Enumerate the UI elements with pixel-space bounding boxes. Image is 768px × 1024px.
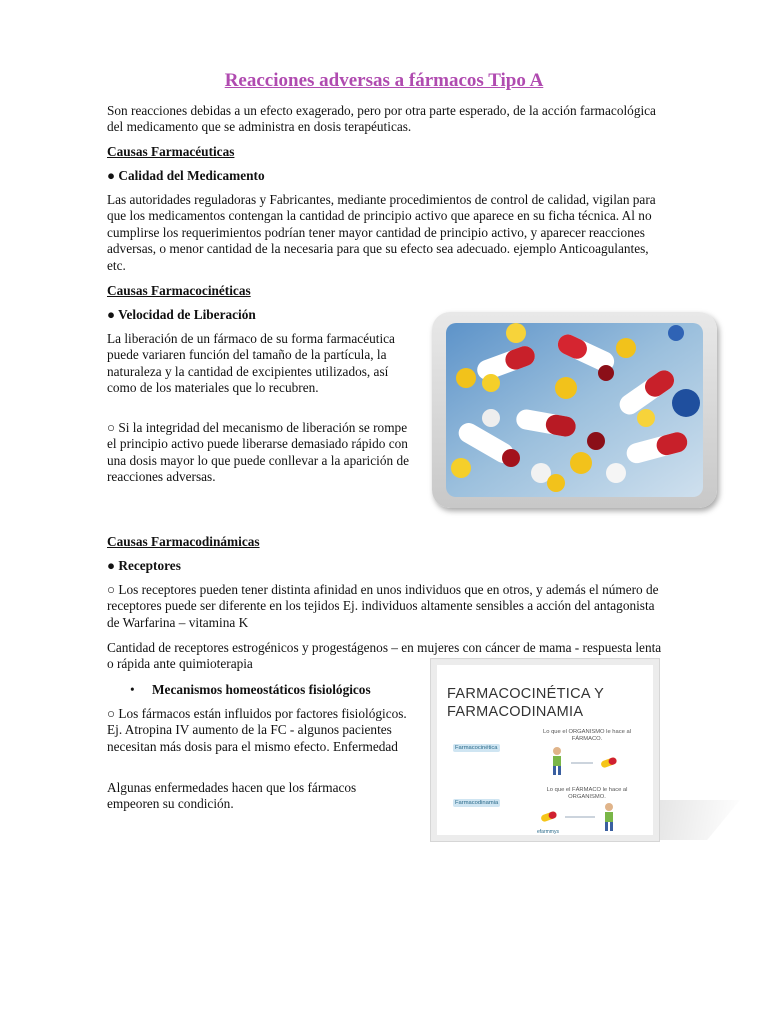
infographic-title xyxy=(447,685,647,721)
paragraph-estrogenicos: Cantidad de receptores estrogénicos y progestágenos – en mujeres con cáncer de mama - respuesta lenta o rápida ante quimioterapia xyxy=(107,640,662,672)
infographic-note-1 xyxy=(527,729,647,743)
infographic-shadow xyxy=(658,800,740,840)
infographic-title-line1: FARMACOCINÉTICA Y xyxy=(447,686,605,702)
bullet-dot: • xyxy=(130,682,135,697)
infographic-note2-line1: Lo que el FÁRMACO le hace al xyxy=(546,787,628,793)
heading-farmacodinamicas: Causas Farmacodinámicas xyxy=(107,534,260,549)
paragraph-receptores: ○ Los receptores pueden tener distinta afinidad en unos individuos que en otros, y además el número de receptores puede ser diferente en los tejidos Ej. individuos altamente sensibles a acción del antagonista de Warfarina – vitamina K xyxy=(107,582,659,630)
bullet-velocidad: ● Velocidad de Liberación xyxy=(107,307,256,322)
bullet-receptores: ● Receptores xyxy=(107,558,181,573)
intro-paragraph: Son reacciones debidas a un efecto exagerado, pero por otra parte esperado, de la acción farmacológica del medicamento que se administra en dosis terapéuticas. xyxy=(107,103,656,135)
infographic-note1-line1: Lo que el ORGANISMO le hace al xyxy=(543,729,631,735)
person-to-pill-icon xyxy=(549,745,629,779)
paragraph-calidad: Las autoridades reguladoras y Fabricantes, mediante procedimientos de control de calidad, vigilan para que los medicamentos contengan la cantidad de principio activo que aparece en su ficha técnica. Al no cumplirse los requerimientos podrían tener mayor cantidad de principio activo, y aparecer reacciones adversas, o menor cantidad de la necesaria para que su efecto sea adecuado. ejemplo Anticoagulantes, etc. xyxy=(107,192,656,273)
infographic-title-line2: FARMACODINAMIA xyxy=(447,704,584,720)
heading-farmacocineticas: Causas Farmacocinéticas xyxy=(107,283,251,298)
infographic-panel xyxy=(437,665,653,835)
infographic-note1-line2: FÁRMACO. xyxy=(571,736,603,742)
infographic-note-2 xyxy=(527,787,647,801)
pills-photo-frame xyxy=(432,312,717,508)
tag-farmacocinetica: Farmacocinética xyxy=(455,745,498,751)
infographic-footer: efarmmys xyxy=(537,829,559,835)
paragraph-enfermedades: Algunas enfermedades hacen que los fármacos empeoren su condición. xyxy=(107,780,357,812)
tag-farmacodinamia: Farmacodinamia xyxy=(455,800,499,806)
pills-photo xyxy=(446,323,703,497)
heading-farmaceuticas: Causas Farmacéuticas xyxy=(107,144,235,159)
paragraph-integridad: ○ Si la integridad del mecanismo de liberación se rompe el principio activo puede liberarse demasiado rápido con una dosis mayor lo que puede conllevar a la aparición de reacciones adversas. xyxy=(107,420,410,485)
paragraph-liberacion: La liberación de un fármaco de su forma farmacéutica puede variaren función del tamaño de la partícula, la naturaleza y la cantidad de excipientes utilizados, así como de los materiales que lo recubren. xyxy=(107,331,395,396)
paragraph-mecanismos: ○ Los fármacos están influidos por factores fisiológicos. Ej. Atropina IV aumento de la FC - algunos pacientes necesitan más dosis para el mismo efecto. Enfermedad xyxy=(107,706,407,754)
infographic-note2-line2: ORGANISMO. xyxy=(568,794,606,800)
infographic-card xyxy=(430,658,660,842)
bullet-calidad: ● Calidad del Medicamento xyxy=(107,168,265,183)
bullet-mecanismos: Mecanismos homeostáticos fisiológicos xyxy=(152,682,371,697)
document-title: Reacciones adversas a fármacos Tipo A xyxy=(224,70,544,91)
